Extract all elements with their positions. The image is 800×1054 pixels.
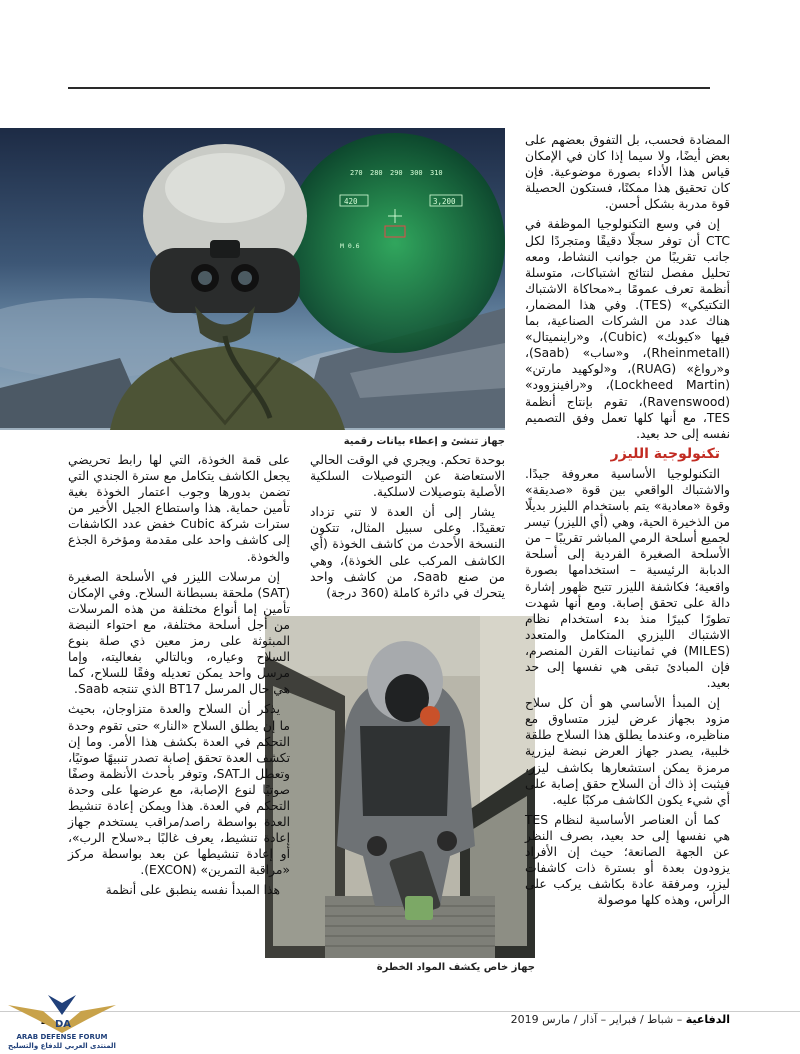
paragraph: يذكر أن السلاح والعدة متزاوجان، بحيث ما إن يطلق السلاح «النار» حتى تقوم وحدة التحكم في العدة بكشف هذا الأمر. وما إن تكشف العدة تحقق إصابة تصدر تنبيهًا صوتيًا، وتعطل الـSAT، وتوفر بأحدث الأنظمة وصفًا صوتيًا لنوع الإصابة، مع عرضها على وحدة التحكم في العدة. هذا ويمكن إعادة تنشيط العدة بواسطة راصد/مراقب يستخدم جهاز إعادة تنشيط، يعرف غالبًا بـ«سلاح الرب»، أو إعادة تنشيطها عن بعد بواسطة مركز «مراقبة التمرين» (EXCON). bbox=[68, 702, 290, 878]
paragraph: المضادة فحسب، بل التفوق بعضهم على بعض أيضًا، ولا سيما إذا كان في الإمكان قياس هذا الأداء بصورة موضوعية. فإن كان تحقيق هذا ممكنًا، فستكون الحصيلة قوة مدربة بشكل أحسن. bbox=[525, 133, 730, 212]
paragraph: كما أن العناصر الأساسية لنظام TES هي نفسها إلى حد بعيد، بصرف النظر عن الجهة الصانعة؛ حيث إن الأفراد يزودون بعدة أو بسترة ذات كاشفات ليزر، ومرفقة عادة بكاشف يركب على الرأس، وهذه كلها موصولة bbox=[525, 812, 730, 908]
hazmat-soldier-illustration bbox=[265, 616, 535, 958]
logo-name-en: ARAB DEFENSE FORUM bbox=[16, 1033, 108, 1041]
paragraph: التكنولوجيا الأساسية معروفة جيدًا. والاشتباك الواقعي بين قوة «صديقة» وقوة «معادية» يتم باستخدام الليزر بديلًا من الذخيرة الحية، وهي (أي الليزر) تيسر لجميع أسلحة الرمي المباشر تقريبًا – من الأسلحة الصغيرة الفردية إلى أسلحة الدبابة الرئيسية – استخدامها بصورة واقعية؛ فكاشفة الليزر تتيح ظهور إشارة دالة على تحقق إصابة. ومع أنها شهدت تطورًا كبيرًا منذ بدء استخدام نظام الاشتباك الليزري المتكامل والمتعدد (MILES) في ثمانينات القرن المنصرم، فإن المبادئ تبقى هي نفسها إلى حد بعيد. bbox=[525, 466, 730, 691]
top-rule bbox=[68, 87, 710, 89]
article-middle-column bbox=[310, 452, 505, 605]
issue-date: – شباط / فبراير – آذار / مارس 2019 bbox=[510, 1013, 683, 1026]
hud-heading-tick: 280 bbox=[370, 169, 383, 177]
magazine-name: الدفاعية bbox=[685, 1013, 730, 1026]
hazmat-photo-caption: جهاز خاص يكشف المواد الخطرة bbox=[376, 962, 535, 973]
pilot-helmet-photo bbox=[0, 128, 505, 430]
paragraph: بوحدة تحكم. ويجري في الوقت الحالي الاستعاضة عن التوصيلات السلكية الأصلية بتوصيلات لاسلكية. bbox=[310, 453, 505, 500]
paragraph: يشار إلى أن العدة لا تني تزداد تعقيدًا. وعلى سبيل المثال، تتكون النسخة الأحدث من كاشف الخوذة (أي الكاشف المركب على الخوذة)، وهي من صنع Saab، من كاشف واحد يتحرك في دائرة كاملة (360 درجة) bbox=[310, 505, 505, 600]
hazmat-detector-photo bbox=[265, 616, 535, 958]
pilot-helmet-illustration bbox=[0, 128, 505, 430]
paragraph: إن في وسع التكنولوجيا الموظفة في CTC أن توفر سجلًا دقيقًا ومتجردًا لكل جانب تقريبًا من جوانب النشاط، ومعه تحليل مفصل لنتائج اشتباكات، متوسلة أنظمة تعرف عمومًا بـ«محاكاة الاشتباك التكتيكي» (TES). وفي هذا المضمار، هناك عدد من الشركات الصناعية، بما فيها «كيوبك» (Cubic)، و«راينميتال» (Rheinmetall)، و«ساب» (Saab)، و«رواغ» (RUAG)، و«لوكهيد مارتن» (Lockheed Martin)، و«رافينزوود» (Ravenswood)، تقوم بإنتاج أنظمة TES، مع أنها كلها تعمل وفق التصميم نفسه إلى حد بعيد. bbox=[525, 217, 730, 441]
paragraph: هذا المبدأ نفسه ينطبق على أنظمة bbox=[105, 883, 280, 898]
hud-altitude-box: 3,200 bbox=[433, 197, 456, 206]
hud-heading-tick: 290 bbox=[390, 169, 403, 177]
paragraph: على قمة الخوذة، التي لها رابط تحريضي يجعل الكاشف يتكامل مع سترة الجندي التي تضمن بدورها وجوب اعتمار الخوذة بغية تأمين حماية. هذا واستطاع الجيل الأخير من سترات شركة Cubic خفض عدد الكاشفات إلى كاشف واحد على مقدمة ومؤخرة الجذع والخوذة. bbox=[68, 453, 290, 564]
hud-heading-tick: 270 bbox=[350, 169, 363, 177]
article-right-column bbox=[525, 132, 730, 912]
hud-heading-tick: 300 bbox=[410, 169, 423, 177]
logo-name-ar: المنتدى العربي للدفاع والتسليح bbox=[8, 1042, 116, 1050]
hud-mach-readout: M 0.6 bbox=[340, 242, 360, 250]
paragraph: إن مرسلات الليزر في الأسلحة الصغيرة (SAT) ملحقة بسبطانة السلاح. وفي الإمكان تأمين إما أنواع مختلفة من هذه المرسلات من أجل أسلحة مختلفة، مع احتواء النبضة المبثوثة على رمز معين ذي صلة بنوع السلاح وعياره، وبالتالي بفعاليته، وإما مرسل واحد يمكن تعديله وفقًا للسلاح، كما هي حال المرسل BT17 الذي تنتجه Saab. bbox=[68, 569, 290, 697]
article-left-column bbox=[68, 452, 290, 903]
paragraph: إن المبدأ الأساسي هو أن كل سلاح مزود بجهاز عرض ليزر متساوق مع مناظيره، وعندما يطلق هذا السلاح طلقة خلبية، يصدر جهاز العرض نبضة ليزرية مرمزة يمكن استشعارها بكاشف ليزر، فيثبت إذ ذاك أن السلاح حقق إصابة على أي شيء يكون الكاشف مركبًا عليه. bbox=[525, 696, 730, 807]
logo-caption bbox=[0, 1033, 124, 1051]
section-heading-laser: تكنولوجية الليزر bbox=[610, 445, 720, 462]
pilot-photo-caption: جهاز تنشئ و إعطاء بيانات رقمية bbox=[343, 436, 505, 447]
footer-issue-line bbox=[500, 1013, 730, 1026]
hud-heading-tick: 310 bbox=[430, 169, 443, 177]
hud-speed-box: 420 bbox=[344, 197, 358, 206]
logo-initials: DA bbox=[55, 1019, 72, 1030]
